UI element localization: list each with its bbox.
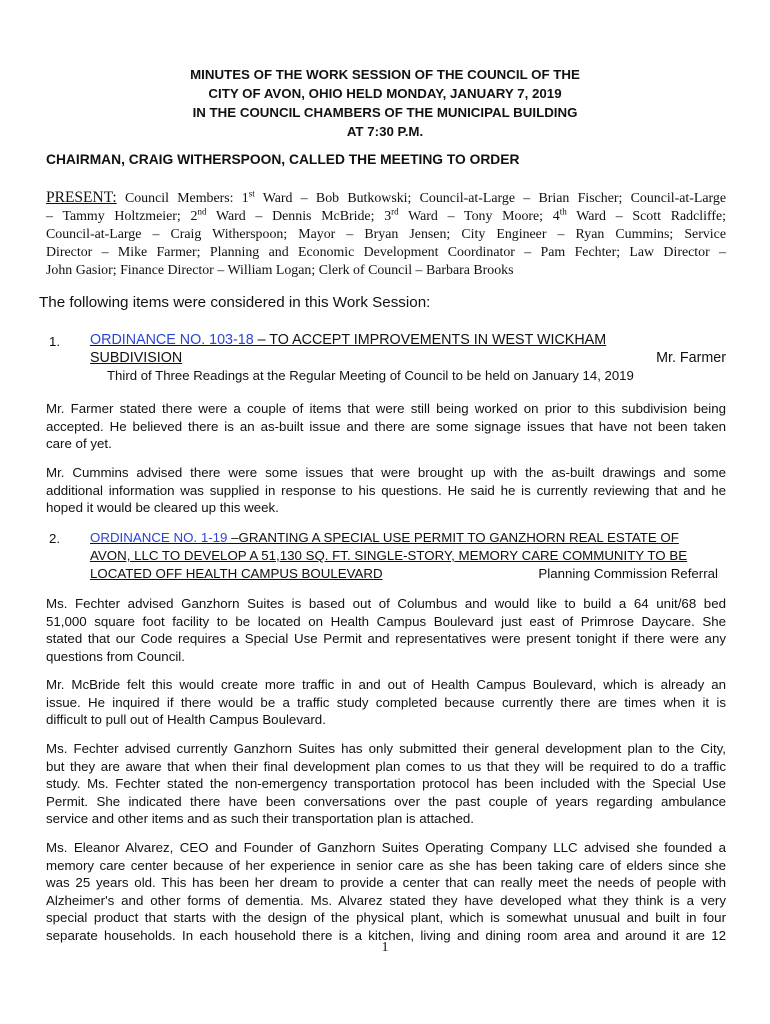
paragraph-line: Ms. Fechter advised currently Ganzhorn Suites has only submitted their general development plan to the City, xyxy=(46,741,726,756)
item-number: 1. xyxy=(49,334,61,349)
item-title: – TO ACCEPT IMPROVEMENTS IN WEST WICKHAM xyxy=(253,332,607,348)
paragraph-line: study. Ms. Fechter stated the non-emergency transportation protocol has been included with the Special Use xyxy=(46,776,726,792)
paragraph xyxy=(46,464,726,517)
paragraph-line: was 25 years old. This has been her dream to provide a center that can really meet the needs of people with xyxy=(46,875,726,891)
paragraph xyxy=(46,839,726,945)
item-title: –GRANTING A SPECIAL USE PERMIT TO GANZHORN REAL ESTATE OF xyxy=(227,530,679,545)
paragraph-line: care of yet. xyxy=(46,436,112,452)
present-line: Director – Mike Farmer; Planning and Economic Development Coordinator – Pam Fechter; Law Director – xyxy=(46,245,726,260)
present-attendance xyxy=(46,189,726,280)
ordinal-suffix: rd xyxy=(391,206,399,217)
ordinal-suffix: nd xyxy=(197,206,207,217)
present-line: Council-at-Large – Craig Witherspoon; Mayor – Bryan Jensen; City Engineer – Ryan Cummins; Service xyxy=(46,227,726,242)
title-line-3: IN THE COUNCIL CHAMBERS OF THE MUNICIPAL BUILDING xyxy=(192,105,578,120)
paragraph-line: stated that our Code requires a Special Use Permit and representatives were present tonight if there were any xyxy=(46,631,726,647)
chairman-heading: CHAIRMAN, CRAIG WITHERSPOON, CALLED THE MEETING TO ORDER xyxy=(46,152,520,167)
paragraph-line: Mr. Cummins advised there were some issues that were brought up with the as-built drawings and some xyxy=(46,465,726,480)
item-title: SUBDIVISION xyxy=(90,350,183,366)
paragraph-line: questions from Council. xyxy=(46,648,185,664)
ordinance-1-19-link[interactable]: ORDINANCE NO. 1-19 xyxy=(90,530,228,545)
paragraph-line: issue. He inquired if there would be a traffic study completed because currently there are times when it is xyxy=(46,694,726,710)
present-text: Ward – Dennis McBride; 3 xyxy=(206,209,392,224)
presenter: Mr. Farmer xyxy=(656,350,726,366)
item-number: 2. xyxy=(49,531,61,546)
paragraph-line: additional information was supplied in response to his questions. He said he is currently reviewing that and he xyxy=(46,482,726,498)
item-title: LOCATED OFF HEALTH CAMPUS BOULEVARD xyxy=(90,566,383,581)
paragraph-line: accepted. He believed there is an as-built issue and there are some signage issues that have not been taken xyxy=(46,418,726,434)
paragraph xyxy=(46,400,726,453)
paragraph-line: difficult to pull out of Health Campus Boulevard. xyxy=(46,712,326,728)
paragraph-line: special product that starts with the design of the physical plant, which is somewhat unusual and built in four xyxy=(46,910,726,926)
document-title xyxy=(0,65,770,141)
item-2-heading xyxy=(90,529,726,583)
paragraph-line: memory care center because of her experience in senior care as she has been taking care of elders since she xyxy=(46,857,726,873)
ordinal-suffix: st xyxy=(248,188,255,199)
present-text: Ward – Bob Butkowski; Council-at-Large – Brian Fischer; Council-at-Large xyxy=(254,191,727,206)
paragraph-line: hoped it would be cleared up this week. xyxy=(46,500,279,516)
paragraph xyxy=(46,740,726,828)
present-line: John Gasior; Finance Director – William Logan; Clerk of Council – Barbara Brooks xyxy=(46,263,514,278)
page-number: 1 xyxy=(381,940,389,955)
paragraph-line: Mr. Farmer stated there were a couple of items that were still being worked on prior to this subdivision being xyxy=(46,401,726,416)
present-text: – Tammy Holtzmeier; 2 xyxy=(46,209,198,224)
title-line-2: CITY OF AVON, OHIO HELD MONDAY, JANUARY 7, 2019 xyxy=(208,86,562,101)
paragraph-line: but they are aware that when their final development plan comes to us that they will be required to do a traffic xyxy=(46,758,726,774)
paragraph-line: service and other items and as such their transportation plan is attached. xyxy=(46,811,474,827)
reading-note: Third of Three Readings at the Regular Meeting of Council to be held on January 14, 2019 xyxy=(107,368,634,383)
ordinance-103-18-link[interactable]: ORDINANCE NO. 103-18 xyxy=(90,332,254,348)
paragraph-line: Ms. Fechter advised Ganzhorn Suites is based out of Columbus and would like to build a 64 unit/68 bed xyxy=(46,596,726,611)
item-1-heading xyxy=(90,331,726,367)
paragraph-line: Permit. She indicated there have been conversations over the past couple of years regarding ambulance xyxy=(46,793,726,809)
present-text: Ward – Scott Radcliffe; xyxy=(566,209,726,224)
intro-sentence: The following items were considered in this Work Session: xyxy=(39,294,431,311)
paragraph xyxy=(46,676,726,729)
title-line-1: MINUTES OF THE WORK SESSION OF THE COUNCIL OF THE xyxy=(190,67,580,82)
paragraph-line: Alzheimer's and other forms of dementia. Ms. Alvarez stated they have developed what they think is a very xyxy=(46,892,726,908)
paragraph-line: 51,000 square foot facility to be located on Health Campus Boulevard just east of Primrose Daycare. She xyxy=(46,613,726,629)
paragraph-line: Ms. Eleanor Alvarez, CEO and Founder of Ganzhorn Suites Operating Company LLC advised she founded a xyxy=(46,840,726,855)
present-text: Council Members: 1 xyxy=(116,191,249,206)
present-text: Ward – Tony Moore; 4 xyxy=(398,209,560,224)
present-label: PRESENT: xyxy=(46,189,117,206)
title-line-4: AT 7:30 P.M. xyxy=(346,124,424,139)
referral: Planning Commission Referral xyxy=(538,566,718,581)
paragraph xyxy=(46,595,726,665)
paragraph-line: separate households. In each household there is a kitchen, living and dining room area and around it are 12 xyxy=(46,927,726,943)
ordinal-suffix: th xyxy=(559,206,567,217)
paragraph-line: Mr. McBride felt this would create more traffic in and out of Health Campus Boulevard, which is already an xyxy=(46,677,726,692)
item-title: AVON, LLC TO DEVELOP A 51,130 SQ. FT. SINGLE-STORY, MEMORY CARE COMMUNITY TO BE xyxy=(90,548,688,563)
